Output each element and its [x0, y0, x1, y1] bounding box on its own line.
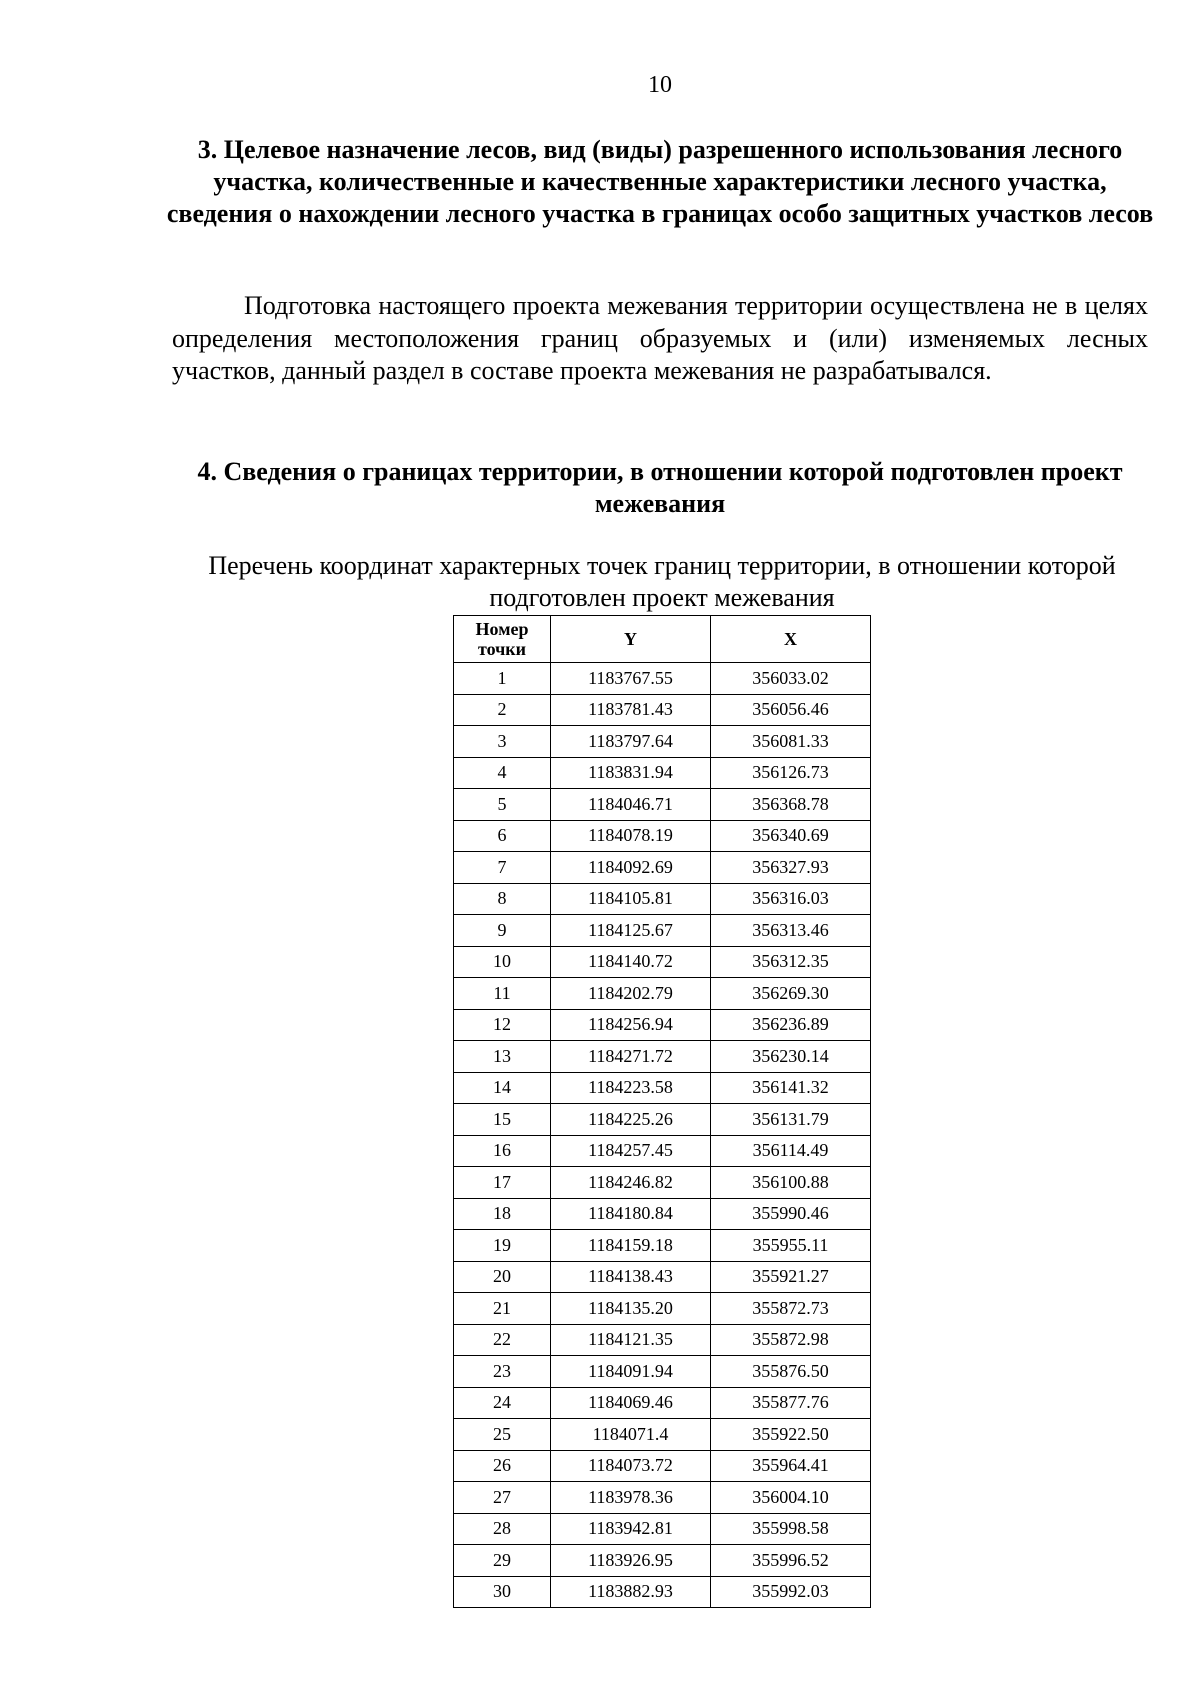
cell-x: 356081.33: [711, 726, 871, 758]
table-caption: Перечень координат характерных точек границ территории, в отношении которой подготовлен проект межевания: [208, 551, 1116, 612]
cell-point-number: 9: [454, 915, 551, 947]
cell-y: 1184073.72: [551, 1450, 711, 1482]
cell-y: 1184078.19: [551, 820, 711, 852]
cell-point-number: 20: [454, 1261, 551, 1293]
cell-y: 1183797.64: [551, 726, 711, 758]
cell-y: 1184135.20: [551, 1293, 711, 1325]
cell-point-number: 10: [454, 946, 551, 978]
cell-point-number: 16: [454, 1135, 551, 1167]
cell-y: 1183978.36: [551, 1482, 711, 1514]
table-row: [454, 789, 871, 821]
table-row: [454, 1104, 871, 1136]
table-row: [454, 1545, 871, 1577]
page-number: 10: [648, 72, 672, 98]
cell-y: 1184105.81: [551, 883, 711, 915]
cell-x: 355877.76: [711, 1387, 871, 1419]
table-row: [454, 757, 871, 789]
cell-y: 1184069.46: [551, 1387, 711, 1419]
table-row: [454, 1482, 871, 1514]
cell-y: 1184138.43: [551, 1261, 711, 1293]
cell-x: 356126.73: [711, 757, 871, 789]
cell-x: 355998.58: [711, 1513, 871, 1545]
cell-y: 1184046.71: [551, 789, 711, 821]
table-row: [454, 1009, 871, 1041]
cell-point-number: 11: [454, 978, 551, 1010]
cell-point-number: 8: [454, 883, 551, 915]
cell-y: 1184271.72: [551, 1041, 711, 1073]
cell-y: 1184223.58: [551, 1072, 711, 1104]
table-row: [454, 1041, 871, 1073]
cell-x: 356312.35: [711, 946, 871, 978]
cell-x: 356368.78: [711, 789, 871, 821]
cell-y: 1183926.95: [551, 1545, 711, 1577]
cell-point-number: 22: [454, 1324, 551, 1356]
cell-x: 356313.46: [711, 915, 871, 947]
table-row: [454, 726, 871, 758]
cell-x: 356114.49: [711, 1135, 871, 1167]
table-row: [454, 1576, 871, 1608]
cell-x: 355872.98: [711, 1324, 871, 1356]
table-row: [454, 694, 871, 726]
cell-point-number: 23: [454, 1356, 551, 1388]
cell-point-number: 17: [454, 1167, 551, 1199]
cell-x: 355876.50: [711, 1356, 871, 1388]
cell-y: 1184257.45: [551, 1135, 711, 1167]
cell-x: 356327.93: [711, 852, 871, 884]
cell-point-number: 24: [454, 1387, 551, 1419]
section-3-title: 3. Целевое назначение лесов, вид (виды) разрешенного использования лесного участка, количественные и качественные характеристики лесного участка, сведения о нахождении лесного участка в границах особо защитных участков лесов: [166, 135, 1154, 228]
cell-point-number: 28: [454, 1513, 551, 1545]
table-row: [454, 663, 871, 695]
cell-point-number: 14: [454, 1072, 551, 1104]
table-row: [454, 1387, 871, 1419]
cell-y: 1184180.84: [551, 1198, 711, 1230]
cell-x: 355990.46: [711, 1198, 871, 1230]
cell-point-number: 18: [454, 1198, 551, 1230]
cell-point-number: 27: [454, 1482, 551, 1514]
cell-point-number: 12: [454, 1009, 551, 1041]
cell-y: 1184121.35: [551, 1324, 711, 1356]
cell-y: 1184256.94: [551, 1009, 711, 1041]
header-point-number: Номер точки: [454, 616, 551, 663]
cell-y: 1184091.94: [551, 1356, 711, 1388]
coordinates-table: [453, 615, 871, 1608]
cell-x: 356100.88: [711, 1167, 871, 1199]
cell-x: 356316.03: [711, 883, 871, 915]
cell-y: 1184225.26: [551, 1104, 711, 1136]
table-row: [454, 852, 871, 884]
cell-x: 356056.46: [711, 694, 871, 726]
cell-x: 356236.89: [711, 1009, 871, 1041]
cell-x: 356230.14: [711, 1041, 871, 1073]
cell-x: 355872.73: [711, 1293, 871, 1325]
table-row: [454, 1450, 871, 1482]
table-row: [454, 1324, 871, 1356]
cell-point-number: 29: [454, 1545, 551, 1577]
cell-point-number: 25: [454, 1419, 551, 1451]
cell-y: 1184092.69: [551, 852, 711, 884]
cell-x: 356131.79: [711, 1104, 871, 1136]
cell-x: 355921.27: [711, 1261, 871, 1293]
table-row: [454, 820, 871, 852]
table-row: [454, 883, 871, 915]
cell-x: 355996.52: [711, 1545, 871, 1577]
cell-point-number: 15: [454, 1104, 551, 1136]
cell-y: 1183942.81: [551, 1513, 711, 1545]
cell-y: 1184125.67: [551, 915, 711, 947]
cell-point-number: 30: [454, 1576, 551, 1608]
table-row: [454, 978, 871, 1010]
section-3-paragraph: Подготовка настоящего проекта межевания территории осуществлена не в целях определения местоположения границ образуемых и (или) изменяемых лесных участков, данный раздел в составе проекта межевания не разрабатывался.: [172, 291, 1148, 385]
cell-point-number: 19: [454, 1230, 551, 1262]
table-row: [454, 1198, 871, 1230]
cell-point-number: 1: [454, 663, 551, 695]
table-row: [454, 1513, 871, 1545]
cell-y: 1183831.94: [551, 757, 711, 789]
cell-y: 1184159.18: [551, 1230, 711, 1262]
table-row: [454, 1293, 871, 1325]
cell-x: 356340.69: [711, 820, 871, 852]
cell-y: 1183882.93: [551, 1576, 711, 1608]
cell-x: 355955.11: [711, 1230, 871, 1262]
cell-point-number: 21: [454, 1293, 551, 1325]
cell-y: 1184246.82: [551, 1167, 711, 1199]
cell-x: 355992.03: [711, 1576, 871, 1608]
table-body: [454, 663, 871, 1608]
cell-point-number: 5: [454, 789, 551, 821]
cell-point-number: 2: [454, 694, 551, 726]
cell-y: 1184202.79: [551, 978, 711, 1010]
cell-x: 355964.41: [711, 1450, 871, 1482]
table-row: [454, 1167, 871, 1199]
header-y: Y: [551, 616, 711, 663]
table-row: [454, 946, 871, 978]
table-row: [454, 1072, 871, 1104]
cell-x: 356033.02: [711, 663, 871, 695]
cell-point-number: 7: [454, 852, 551, 884]
cell-y: 1183781.43: [551, 694, 711, 726]
table-row: [454, 1356, 871, 1388]
table-row: [454, 1261, 871, 1293]
table-header-row: [454, 616, 871, 663]
table-row: [454, 915, 871, 947]
cell-x: 356141.32: [711, 1072, 871, 1104]
table-row: [454, 1135, 871, 1167]
table-row: [454, 1419, 871, 1451]
cell-y: 1184071.4: [551, 1419, 711, 1451]
cell-point-number: 13: [454, 1041, 551, 1073]
cell-x: 356004.10: [711, 1482, 871, 1514]
cell-point-number: 26: [454, 1450, 551, 1482]
cell-point-number: 6: [454, 820, 551, 852]
cell-y: 1184140.72: [551, 946, 711, 978]
table-row: [454, 1230, 871, 1262]
section-4-title: 4. Сведения о границах территории, в отношении которой подготовлен проект межевания: [197, 457, 1123, 518]
cell-x: 355922.50: [711, 1419, 871, 1451]
cell-y: 1183767.55: [551, 663, 711, 695]
header-x: X: [711, 616, 871, 663]
cell-point-number: 4: [454, 757, 551, 789]
cell-point-number: 3: [454, 726, 551, 758]
cell-x: 356269.30: [711, 978, 871, 1010]
